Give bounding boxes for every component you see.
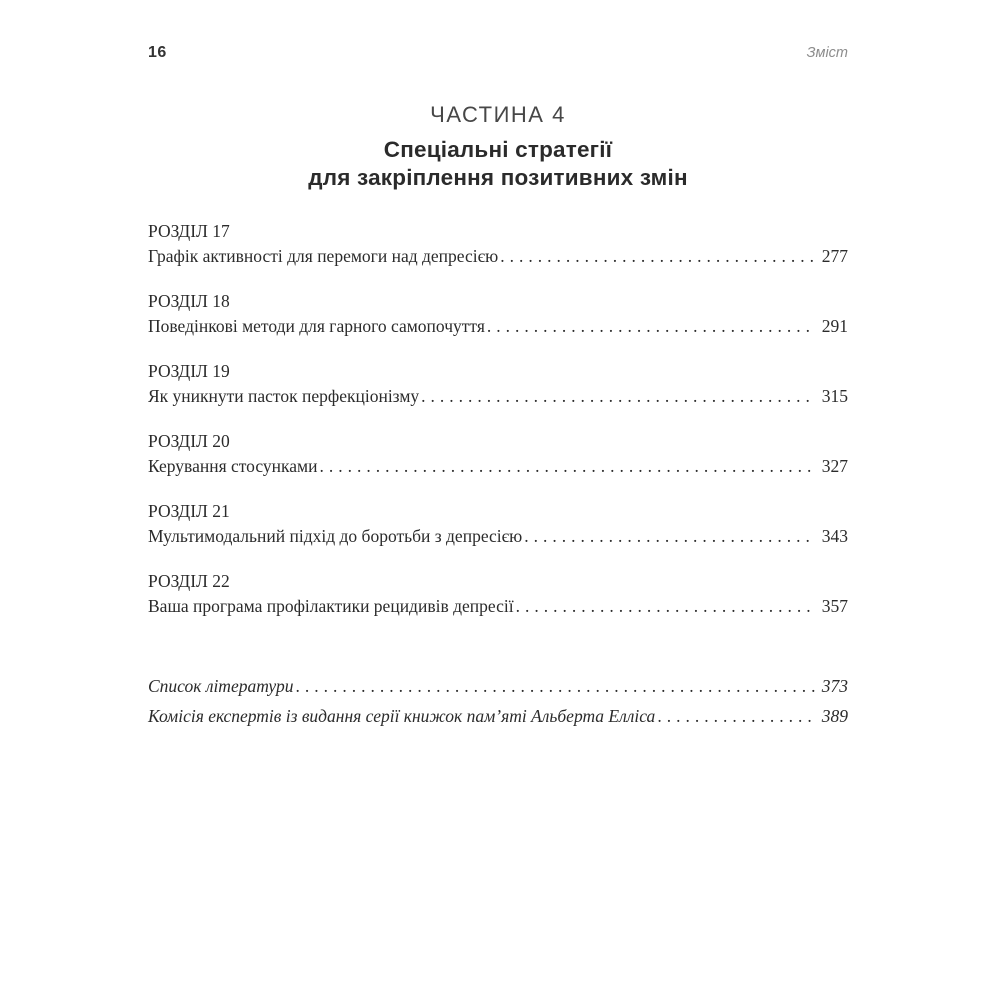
back-matter-title: Комісія експертів із видання серії книжок пам’яті Альберта Елліса (148, 706, 656, 726)
toc-entry-title: Мультимодальний підхід до боротьби з депресією (148, 526, 523, 546)
part-title (148, 136, 848, 192)
back-matter-list (148, 671, 848, 731)
toc-entry-page: 327 (821, 456, 848, 476)
toc-entry-page: 291 (821, 316, 848, 336)
toc-entry (148, 359, 848, 409)
toc-entry-page: 357 (821, 596, 848, 616)
toc-entry (148, 429, 848, 479)
toc-entry-line (148, 244, 848, 269)
toc-entry-line (148, 594, 848, 619)
page-number: 16 (148, 44, 167, 61)
toc-entry-line (148, 524, 848, 549)
dot-leader (295, 671, 815, 701)
toc-entry-title: Як уникнути пасток перфекціонізму (148, 386, 420, 406)
dot-leader (421, 384, 816, 409)
back-matter-page: 389 (821, 706, 848, 726)
table-of-contents (148, 219, 848, 619)
part-title-block (148, 102, 848, 192)
dot-leader (657, 701, 815, 731)
toc-chapter-label: РОЗДІЛ 19 (148, 361, 230, 381)
toc-entry (148, 569, 848, 619)
toc-entry-line (148, 384, 848, 409)
toc-entry-title: Ваша програма профілактики рецидивів депресії (148, 596, 514, 616)
toc-chapter-label: РОЗДІЛ 17 (148, 221, 230, 241)
toc-chapter-label: РОЗДІЛ 21 (148, 501, 230, 521)
toc-entry-page: 343 (821, 526, 848, 546)
toc-entry (148, 219, 848, 269)
dot-leader (524, 524, 816, 549)
toc-entry-title: Поведінкові методи для гарного самопочуття (148, 316, 485, 336)
back-matter-entry (148, 671, 848, 701)
part-title-line2: для закріплення позитивних змін (308, 165, 688, 190)
toc-entry (148, 289, 848, 339)
toc-entry-title: Графік активності для перемоги над депресією (148, 246, 499, 266)
toc-chapter-label: РОЗДІЛ 22 (148, 571, 230, 591)
toc-entry-line (148, 454, 848, 479)
part-title-line1: Спеціальні стратегії (383, 137, 613, 162)
toc-chapter-label: РОЗДІЛ 18 (148, 291, 230, 311)
dot-leader (516, 594, 816, 619)
toc-entry (148, 499, 848, 549)
dot-leader (500, 244, 816, 269)
toc-entry-line (148, 314, 848, 339)
back-matter-page: 373 (821, 676, 848, 696)
part-kicker: ЧАСТИНА 4 (430, 102, 566, 127)
dot-leader (319, 454, 815, 479)
toc-chapter-label: РОЗДІЛ 20 (148, 431, 230, 451)
toc-entry-page: 315 (821, 386, 848, 406)
back-matter-entry (148, 701, 848, 731)
running-header (148, 44, 848, 62)
toc-entry-title: Керування стосунками (148, 456, 318, 476)
dot-leader (487, 314, 816, 339)
toc-entry-page: 277 (821, 246, 848, 266)
running-head-title: Зміст (806, 45, 848, 61)
back-matter-title: Список літератури (148, 676, 294, 696)
